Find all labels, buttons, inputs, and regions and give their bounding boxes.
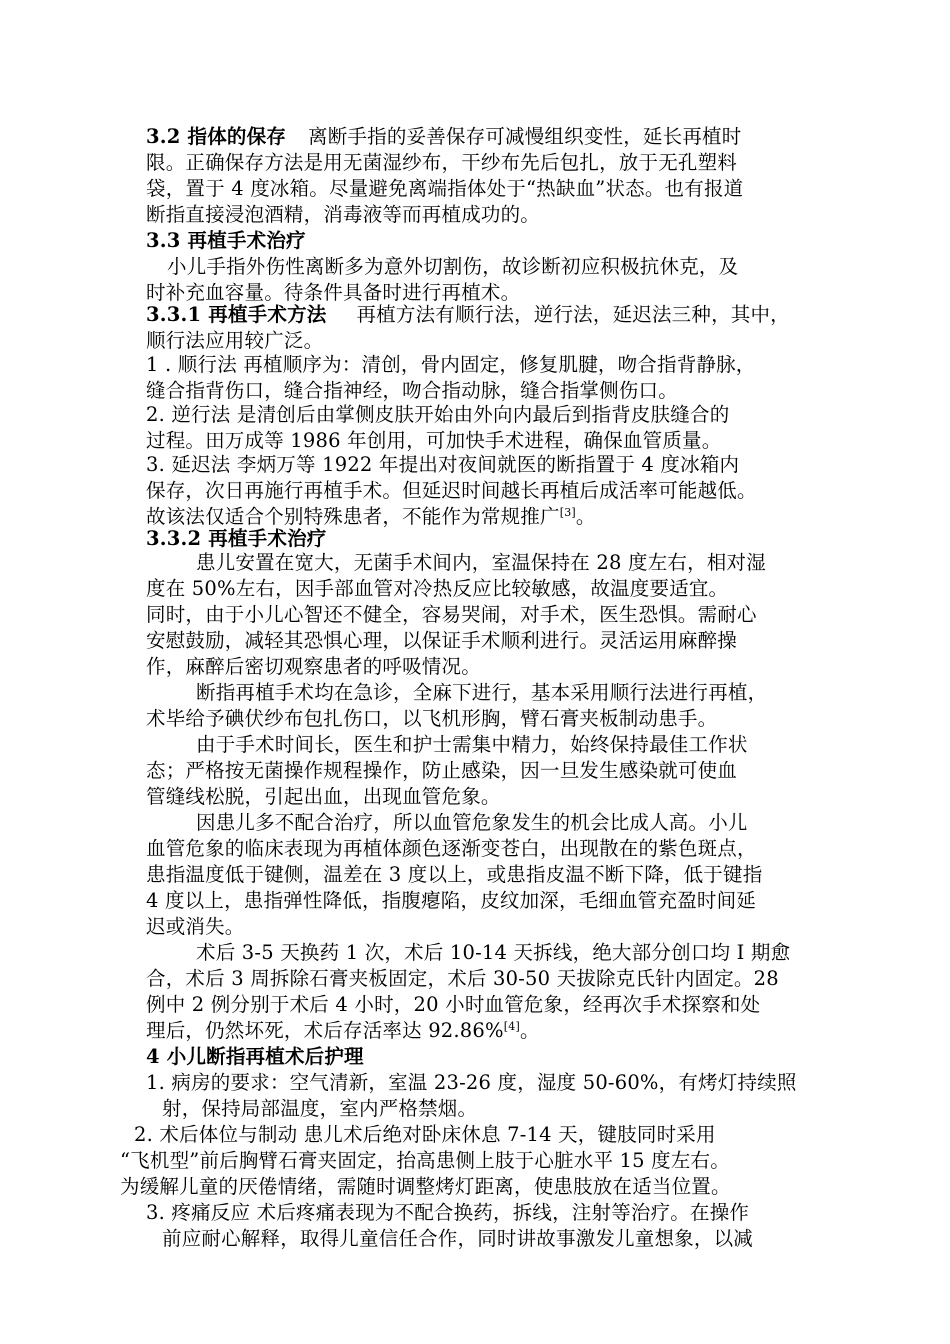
paragraph-line: 患指温度低于键侧，温差在 3 度以上，或患指皮温不断下降，低于键指 <box>146 863 763 886</box>
paragraph-line: 同时，由于小儿心智还不健全，容易哭闹，对手术，医生恐惧。需耐心 <box>146 603 757 626</box>
list-item-line: 为缓解儿童的厌倦情绪，需随时调整烤灯距离，使患肢放在适当位置。 <box>120 1175 731 1198</box>
paragraph-line: 安慰鼓励，减轻其恐惧心理，以保证手术顺利进行。灵活运用麻醉操 <box>146 629 738 652</box>
paragraph-line: 顺行法应用较广泛。 <box>146 329 324 352</box>
paragraph-line: 术毕给予碘伏纱布包扎伤口，以飞机形胸，臂石膏夹板制动患手。 <box>146 707 718 730</box>
paragraph-line: 限。正确保存方法是用无菌湿纱布，干纱布先后包扎，放于无孔塑料 <box>146 151 738 174</box>
paragraph-line: 作，麻醉后密切观察患者的呼吸情况。 <box>146 655 481 678</box>
paragraph-line: 合，术后 3 周拆除石膏夹板固定，术后 30-50 天拔除克氏针内固定。28 <box>146 967 779 990</box>
paragraph-line: 小儿手指外伤性离断多为意外切割伤，故诊断初应积极抗休克，及 <box>167 255 739 278</box>
paragraph-line: 断指再植手术均在急诊，全麻下进行，基本采用顺行法进行再植， <box>196 681 768 704</box>
method-1-line: 1 . 顺行法 再植顺序为：清创，骨内固定，修复肌腱，吻合指背静脉， <box>146 353 756 376</box>
paragraph-line: 时补充血容量。待条件具备时进行再植术。 <box>146 281 521 304</box>
paragraph-line: 例中 2 例分别于术后 4 小时，20 小时血管危象，经再次手术探察和处 <box>146 993 761 1016</box>
citation-ref: [3] <box>559 506 576 519</box>
list-item-line: 2. 术后体位与制动 患儿术后绝对卧床休息 7-14 天，键肢同时采用 <box>134 1123 716 1146</box>
method-1-line: 缝合指背伤口，缝合指神经，吻合指动脉，缝合指掌侧伤口。 <box>146 379 678 402</box>
list-item-line: 前应耐心解释，取得儿童信任合作，同时讲故事激发儿童想象，以减 <box>162 1227 754 1250</box>
line-text: 故该法仅适合个别特殊患者，不能作为常规推广 <box>146 505 560 528</box>
list-item-line: 1. 病房的要求：空气清新，室温 23-26 度，湿度 50-60%，有烤灯持续照 <box>146 1071 797 1094</box>
paragraph-line: 管缝线松脱，引起出血，出现血管危象。 <box>146 785 501 808</box>
paragraph-line: 态；严格按无菌操作规程操作，防止感染，因一旦发生感染就可使血 <box>146 759 738 782</box>
list-item-line: “飞机型”前后胸臂石膏夹固定，抬高患侧上肢于心脏水平 15 度左右。 <box>120 1149 730 1172</box>
paragraph-line: 因患儿多不配合治疗，所以血管危象发生的机会比成人高。小儿 <box>196 811 748 834</box>
line-text: 离断手指的妥善保存可减慢组织变性，延长再植时 <box>308 125 742 148</box>
method-3-line: 3. 延迟法 李炳万等 1922 年提出对夜间就医的断指置于 4 度冰箱内 <box>146 453 740 476</box>
section-heading-3-2: 3.2 指体的保存 <box>146 125 287 148</box>
list-item-line: 射，保持局部温度，室内严格禁烟。 <box>162 1097 478 1120</box>
paragraph-line: 度在 50%左右，因手部血管对冷热反应比较敏感，故温度要适宜。 <box>146 577 729 600</box>
paragraph-line: 血管危象的临床表现为再植体颜色逐渐变苍白，出现散在的紫色斑点， <box>146 837 757 860</box>
section-heading-3-3-1: 3.3.1 再植手术方法 <box>146 303 327 326</box>
paragraph-line: 袋，置于 4 度冰箱。尽量避免离端指体处于“热缺血”状态。也有报道 <box>146 177 744 200</box>
section-heading-3-3: 3.3 再植手术治疗 <box>146 229 306 252</box>
section-heading-4: 4 小儿断指再植术后护理 <box>146 1045 364 1068</box>
paragraph-line: 断指直接浸泡酒精，消毒液等而再植成功的。 <box>146 203 541 226</box>
method-3-line: 保存，次日再施行再植手术。但延迟时间越长再植后成活率可能越低。 <box>146 479 757 502</box>
paragraph-line: 由于手术时间长，医生和护士需集中精力，始终保持最佳工作状 <box>196 733 748 756</box>
line-end: 。 <box>575 505 596 528</box>
section-heading-3-3-2: 3.3.2 再植手术治疗 <box>146 527 327 550</box>
list-item-line: 3. 疼痛反应 术后疼痛表现为不配合换药，拆线，注射等治疗。在操作 <box>146 1201 750 1224</box>
line-text: 再植方法有顺行法，逆行法，延迟法三种，其中， <box>356 303 790 326</box>
method-2-line: 2. 逆行法 是清创后由掌侧皮肤开始由外向内最后到指背皮肤缝合的 <box>146 403 730 426</box>
paragraph-line: 术后 3-5 天换药 1 次，术后 10-14 天拆线，绝大部分创口均 I 期愈 <box>196 941 791 964</box>
method-2-line: 过程。田万成等 1986 年创用，可加快手术进程，确保血管质量。 <box>146 429 722 452</box>
citation-ref: [4] <box>503 1020 520 1033</box>
paragraph-line <box>146 1018 540 1044</box>
paragraph-line <box>146 302 790 328</box>
line-text: 理后，仍然坏死，术后存活率达 92.86% <box>146 1019 504 1042</box>
paragraph-line: 迟或消失。 <box>146 915 245 938</box>
paragraph-line: 4 度以上，患指弹性降低，指腹瘪陷，皮纹加深，毛细血管充盈时间延 <box>146 889 757 912</box>
paragraph-line: 患儿安置在宽大，无菌手术间内，室温保持在 28 度左右，相对湿 <box>196 551 766 574</box>
line-end: 。 <box>519 1019 540 1042</box>
paragraph-line <box>146 124 741 150</box>
